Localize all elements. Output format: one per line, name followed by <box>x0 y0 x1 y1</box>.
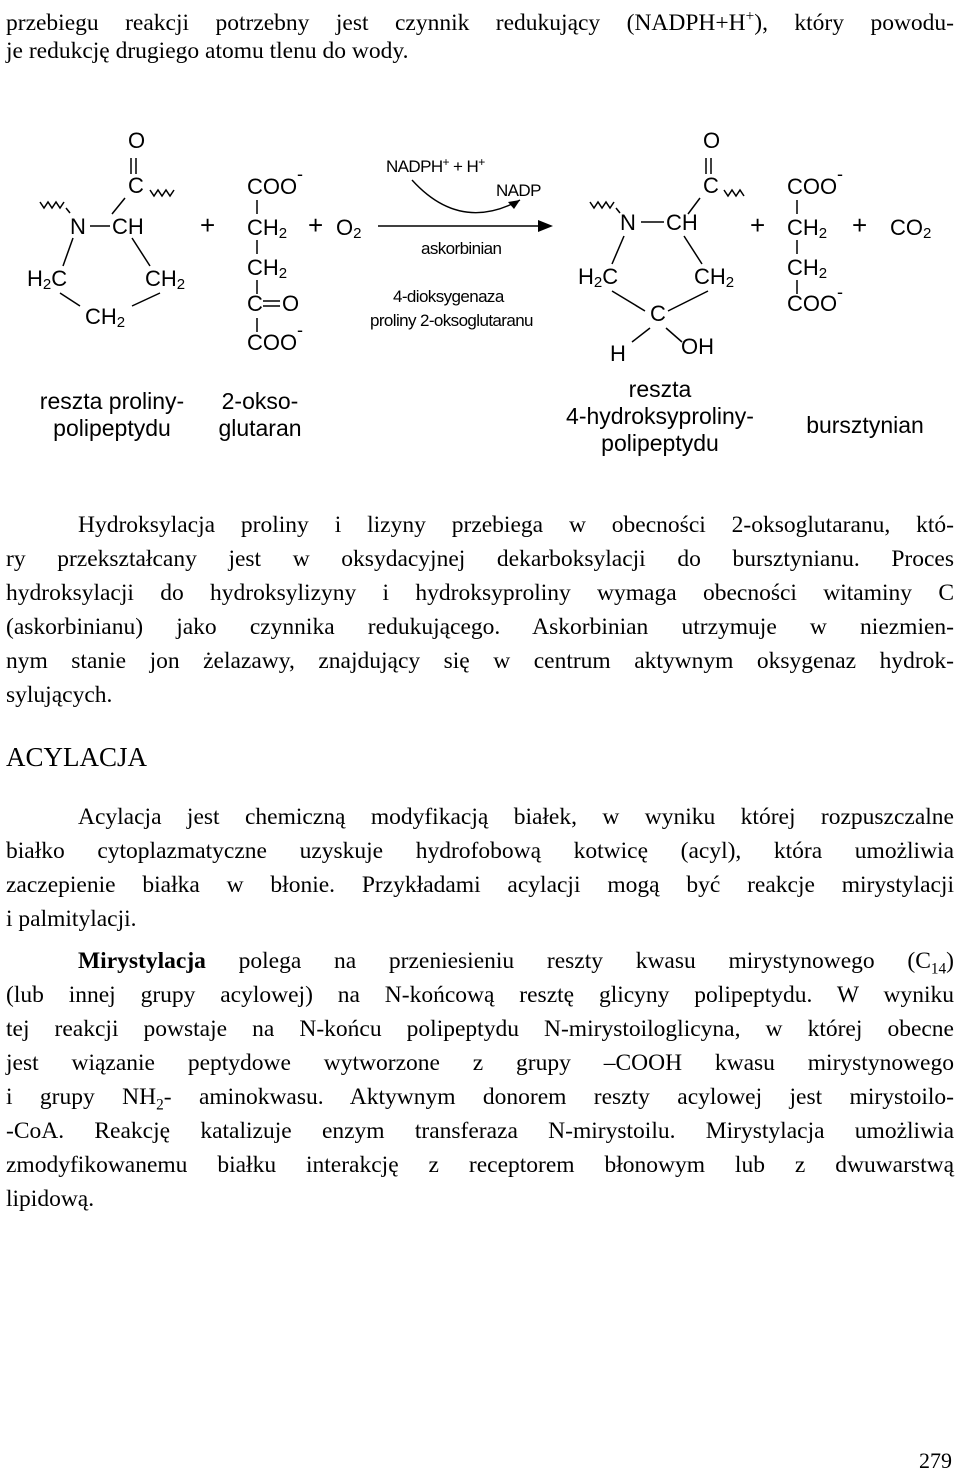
svg-text:C: C <box>650 301 666 326</box>
svg-text:CH2: CH2 <box>85 304 126 331</box>
svg-text:O: O <box>703 128 721 153</box>
svg-text:C: C <box>128 173 144 198</box>
svg-text:H2C: H2C <box>578 264 619 291</box>
plus-3: + <box>750 210 766 240</box>
oxoglutarate-structure <box>247 164 303 355</box>
svg-text:N: N <box>620 210 636 235</box>
carbon-dioxide: CO2 <box>890 215 932 242</box>
svg-text:C: C <box>247 291 263 316</box>
label-hydroxyproline: reszta 4-hydroksyproliny- polipeptydu <box>566 376 754 456</box>
svg-text:NADPH+ + H+: NADPH+ + H+ <box>386 155 485 176</box>
svg-text:-: - <box>837 282 843 302</box>
oxygen: O2 <box>336 215 362 242</box>
intro-text <box>6 0 954 68</box>
svg-text:COO: COO <box>787 174 838 199</box>
svg-text:proliny 2-oksoglutaranu: proliny 2-oksoglutaranu <box>370 311 533 330</box>
intro-line-2: je redukcję drugiego atomu tlenu do wody. <box>6 38 409 64</box>
svg-text:4-dioksygenaza: 4-dioksygenaza <box>393 287 504 306</box>
myr-line-5: i grupy $NH_2-$ aminokwasu. Aktywnym donorem reszty acylowej jest mirystoilo- <box>6 1084 954 1114</box>
section-heading: ACYLACJA <box>6 742 148 772</box>
label-proline: reszta proliny- polipeptydu <box>39 388 185 441</box>
svg-text:H2C: H2C <box>27 266 68 293</box>
paragraph-acylation: Acylacja jest chemiczną modyfikacją białek, w wyniku której rozpuszczalne białko cytoplazmatyczne uzyskuje hydrofobową kotwicę (acyl), która umożliwia zaczepienie białka w błonie. Przykładami acylacji mogą być reakcje mirystylacji i palmitylacji. <box>6 804 954 932</box>
paragraph-myristoylation: Mirystylacja polega na przeniesieniu reszty kwasu mirystynowego $(C_{14})$ (lub innej grupy acylowej) na N-końcową resztę glicyny polipeptydu. W wyniku tej reakcji powstaje na N-końcu polipeptydu N-mirystoiloglicyna, w której obecne jest wiązanie peptydowe wytworzone z grupy –COOH kwasu mirystynowego i grupy $NH_2-$ aminokwasu. Aktywnym donorem reszty acylowej jest mirystoilo- -CoA. Reakcję katalizuje enzym transferaza N-mirystoilu. Mirystylacja umożliwia zmodyfikowanemu białku interakcję z receptorem błonowym lub z dwuwarstwą lipidową. <box>6 944 954 1216</box>
svg-text:-: - <box>297 320 303 340</box>
plus-4: + <box>852 210 868 240</box>
svg-text:CH2: CH2 <box>247 215 288 242</box>
svg-text:askorbinian: askorbinian <box>421 239 502 258</box>
svg-text:-: - <box>837 164 843 184</box>
reaction-arrow <box>370 155 553 330</box>
proline-structure <box>27 128 185 331</box>
label-oxoglutarate: 2-okso- glutaran <box>218 388 302 441</box>
svg-text:OH: OH <box>681 334 714 359</box>
plus-2: + <box>308 210 324 240</box>
svg-text:COO: COO <box>787 291 838 316</box>
succinate-structure <box>787 164 843 316</box>
intro-line-1: przebiegu reakcji potrzebny jest czynnik redukujący (NADPH+H+), który powodu- <box>6 8 954 36</box>
svg-text:H: H <box>610 341 626 366</box>
plus-1: + <box>200 210 216 240</box>
hydroxyproline-structure <box>578 128 744 366</box>
paragraph-hydroxylation: Hydroksylacja proliny i lizyny przebiega w obecności 2-oksoglutaranu, któ- ry przekształcany jest w oksydacyjnej dekarboksylacji do bursztynianu. Proces hydroksylacji do hydroksylizyny i hydroksyproliny wymaga obecności witaminy C (askorbinianu) jako czynnika redukującego. Askorbinian utrzymuje w niezmien- nym stanie jon żelazawy, znajdujący się w centrum aktywnym oksygenaz hydrok- sylujących. <box>6 512 954 708</box>
myr-line-1: Mirystylacja polega na przeniesieniu reszty kwasu mirystynowego $(C_{14})$ <box>78 948 954 978</box>
svg-text:CH2: CH2 <box>787 215 828 242</box>
svg-text:CH: CH <box>666 210 698 235</box>
page-number: 279 <box>919 1448 952 1473</box>
label-succinate: bursztynian <box>806 412 924 438</box>
svg-text:CH2: CH2 <box>247 255 288 282</box>
svg-text:C: C <box>703 173 719 198</box>
svg-text:CH2: CH2 <box>145 266 186 293</box>
reaction-scheme <box>0 118 960 378</box>
svg-text:NADP: NADP <box>496 181 541 200</box>
svg-text:CH2: CH2 <box>694 264 735 291</box>
svg-text:O: O <box>282 291 300 316</box>
svg-text:COO: COO <box>247 330 298 355</box>
svg-text:O: O <box>128 128 146 153</box>
svg-text:N: N <box>70 214 86 239</box>
svg-text:CH: CH <box>112 214 144 239</box>
svg-text:-: - <box>297 164 303 184</box>
svg-text:CH2: CH2 <box>787 255 828 282</box>
svg-text:COO: COO <box>247 174 298 199</box>
